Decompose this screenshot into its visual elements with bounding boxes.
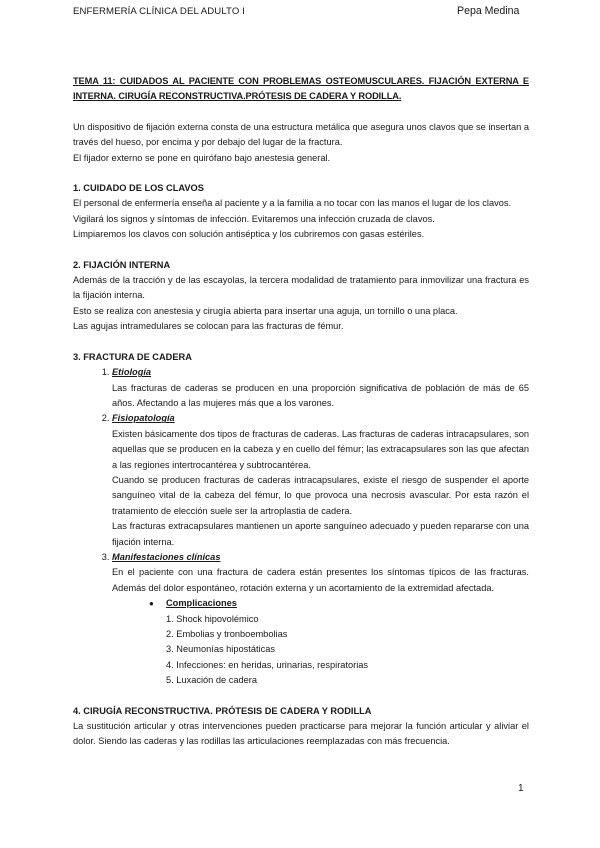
complication-item: 1. Shock hipovolémico xyxy=(166,613,259,624)
list-paragraph: En el paciente con una fractura de cadera están presentes los síntomas típicos de las fracturas. Además del dolor espontáneo, rotación externa y un acortamiento de la extremidad afectada. xyxy=(112,567,529,593)
section-paragraph: El personal de enfermería enseña al paciente y a la familia a no tocar con las manos el lugar de los clavos. xyxy=(73,198,512,209)
list-item-etiologia xyxy=(112,365,529,411)
fractura-list xyxy=(73,365,529,689)
document-title: TEMA 11: CUIDADOS AL PACIENTE CON PROBLEMAS OSTEOMUSCULARES. FIJACIÓN EXTERNA E INTERNA. CIRUGÍA RECONSTRUCTIVA.PRÓTESIS DE CADERA Y RODILLA. xyxy=(73,76,529,102)
header-course: ENFERMERÍA CLÍNICA DEL ADULTO I xyxy=(73,6,245,17)
section-paragraph: Las agujas intramedulares se colocan para las fracturas de fémur. xyxy=(73,321,344,332)
list-paragraph: Las fracturas de caderas se producen en una proporción significativa de población de más de 65 años. Afectando a las mujeres más que a los varones. xyxy=(112,382,529,408)
intro-paragraph: El fijador externo se pone en quirófano bajo anestesia general. xyxy=(73,152,331,163)
document-body xyxy=(73,74,529,750)
list-paragraph: Cuando se producen fracturas de caderas intracapsulares, existe el riesgo de suspender el aporte sanguíneo vital de la cabeza del fémur, lo que provoca una necrosis avascular. Por esta razón el tratamiento de elección suele ser la artroplastia de cadera. xyxy=(112,474,529,516)
complications-title: Complicaciones xyxy=(166,598,237,609)
list-paragraph: Las fracturas extracapsulares mantienen un aporte sanguíneo adecuado y pueden repararse con una fijación interna. xyxy=(112,521,529,547)
subheading-fisiopatologia: Fisiopatología xyxy=(112,413,175,424)
subheading-manifestaciones: Manifestaciones clínicas xyxy=(112,551,221,562)
header-author: Pepa Medina xyxy=(457,5,520,17)
intro-paragraph: Un dispositivo de fijación externa consta de una estructura metálica que asegura unos clavos que se insertan a través del hueso, por encima y por debajo del lugar de la fractura. xyxy=(73,121,529,148)
complications-list xyxy=(112,596,529,688)
section-heading-fijacion-interna: 2. FIJACIÓN INTERNA xyxy=(73,259,171,270)
list-item-manifestaciones xyxy=(112,550,529,689)
section-paragraph: Vigilará los signos y síntomas de infección. Evitaremos una infección cruzada de clavos. xyxy=(73,213,435,224)
bullet-icon: ● xyxy=(149,599,154,609)
complications-items xyxy=(166,612,529,689)
section-heading-clavos: 1. CUIDADO DE LOS CLAVOS xyxy=(73,183,204,194)
section-paragraph: Esto se realiza con anestesia y cirugía abierta para insertar una aguja, un tornillo o una placa. xyxy=(73,305,458,316)
complication-item: 2. Embolias y tronboembolias xyxy=(166,629,288,639)
section-paragraph: La sustitución articular y otras intervenciones pueden practicarse para mejorar la función articular y aliviar el dolor. Siendo las caderas y las rodillas las articulaciones reemplazadas con más frecuencia. xyxy=(73,721,529,747)
complication-item: 4. Infecciones: en heridas, urinarias, respiratorias xyxy=(166,659,369,670)
subheading-etiologia: Etiología xyxy=(112,367,152,378)
section-paragraph: Además de la tracción y de las escayolas, la tercera modalidad de tratamiento para inmovilizar una fractura es la fijación interna. xyxy=(73,275,529,301)
page-number: 1 xyxy=(518,783,524,794)
complication-item: 5. Luxación de cadera xyxy=(166,675,258,686)
list-paragraph: Existen básicamente dos tipos de fracturas de caderas. Las fracturas de caderas intracapsulares, son aquellas que se producen en la cabeza y en cuello del fémur; las extracapsulares son las que afectan a las regiones intertrocantérea y subtrocantérea. xyxy=(112,428,529,470)
section-paragraph: Limpiaremos los clavos con solución antiséptica y los cubriremos con gasas estériles. xyxy=(73,229,425,240)
complications-block xyxy=(149,596,529,688)
section-heading-cirugia: 4. CIRUGÍA RECONSTRUCTIVA. PRÓTESIS DE CADERA Y RODILLA xyxy=(73,705,372,716)
complication-item: 3. Neumonías hipostáticas xyxy=(166,644,276,655)
section-heading-fractura-cadera: 3. FRACTURA DE CADERA xyxy=(73,351,192,362)
list-item-fisiopatologia xyxy=(112,411,529,550)
